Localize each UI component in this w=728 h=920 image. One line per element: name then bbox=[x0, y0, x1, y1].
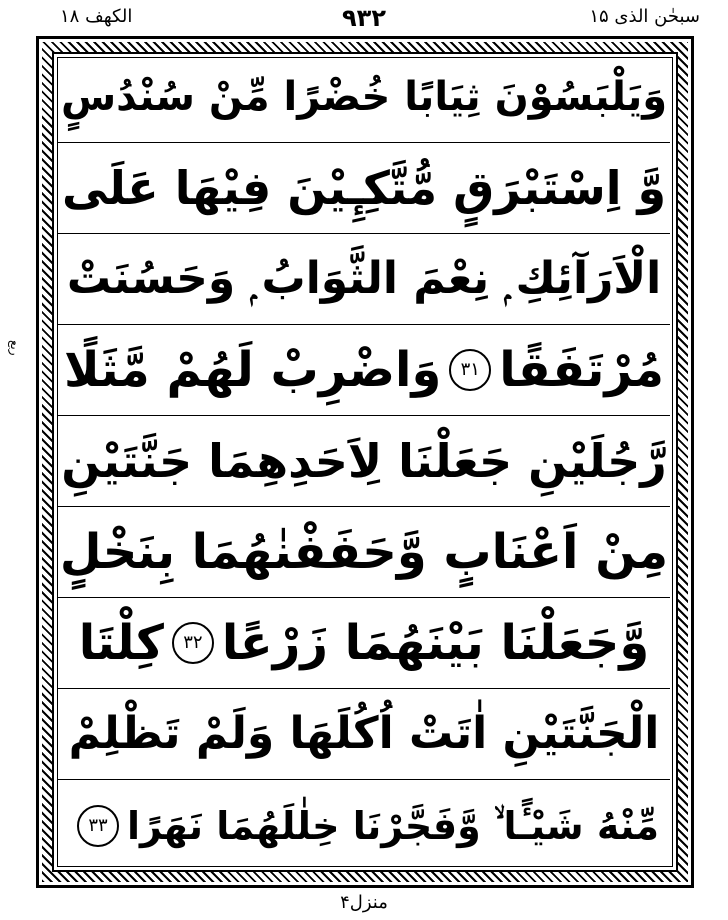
ayah-marker: ۳۳ bbox=[77, 805, 119, 847]
verse-line: وَّجَعَلْنَا بَيْنَهُمَا زَرْعًا ۳۲ كِلْتَا bbox=[58, 598, 670, 689]
verse-line: وَيَلْبَسُوْنَ ثِيَابًا خُضْرًا مِّنْ سُنْدُسٍ bbox=[58, 52, 670, 143]
verse-line: الْجَنَّتَيْنِ اٰتَتْ اُكُلَهَا وَلَمْ تَظْلِمْ bbox=[58, 689, 670, 780]
verse-line: رَّجُلَيْنِ جَعَلْنَا لِاَحَدِهِمَا جَنَّتَيْنِ bbox=[58, 416, 670, 507]
surah-title: الکھف ۱۸ bbox=[60, 6, 133, 27]
margin-note: ربع bbox=[8, 340, 22, 356]
verse-line: مُرْتَفَقًا ۳۱ وَاضْرِبْ لَهُمْ مَّثَلًا bbox=[58, 325, 670, 416]
ayah-marker: ۳۱ bbox=[449, 349, 491, 391]
verse-line: الْاَرَآئِكِ ۭ نِعْمَ الثَّوَابُ ۭ وَحَسُنَتْ bbox=[58, 234, 670, 325]
page-header bbox=[0, 4, 728, 34]
manzil-footer: منزل۴ bbox=[340, 892, 388, 913]
juz-title: سبحٰن الذی ۱۵ bbox=[589, 6, 700, 27]
verse-line: مِّنْهُ شَيْـًٔا ۙ وَّفَجَّرْنَا خِلٰلَهُمَا نَهَرًا ۳۳ bbox=[58, 780, 670, 871]
verse-line: وَّ اِسْتَبْرَقٍ مُّتَّكِـِٕيْنَ فِيْهَا عَلَى bbox=[58, 143, 670, 234]
ayah-marker: ۳۲ bbox=[172, 622, 214, 664]
verse-lines bbox=[58, 52, 670, 872]
verse-line: مِنْ اَعْنَابٍ وَّحَفَفْنٰهُمَا بِنَخْلٍ bbox=[58, 507, 670, 598]
page-number: ۹۳۲ bbox=[342, 4, 386, 32]
